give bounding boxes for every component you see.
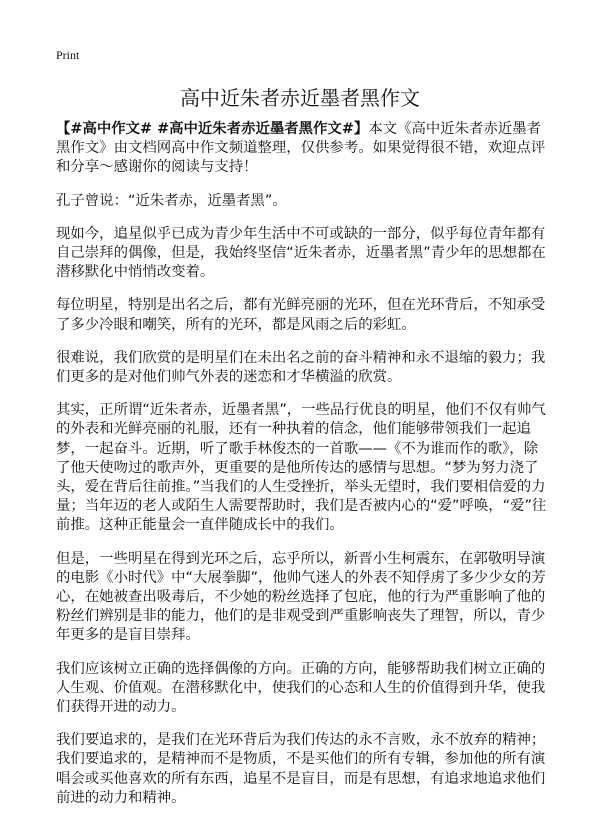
page-title: 高中近朱者赤近墨者黑作文	[180, 86, 420, 110]
intro-paragraph	[56, 120, 548, 178]
paragraph: 很难说，我们欣赏的是明星们在未出名之前的奋斗精神和永不退缩的毅力；我们更多的是对他们帅气外表的迷恋和才华横溢的欣赏。	[56, 349, 546, 386]
print-label: Print	[56, 48, 80, 62]
paragraph: 孔子曾说：“近朱者赤，近墨者黑”。	[56, 192, 287, 209]
document-body	[56, 120, 548, 822]
intro-text: 本文《高中近朱者赤近墨者黑作文》由文档网高中作文频道整理，仅供参考。如果觉得很不错，欢迎点评和分享～感谢你的阅读与支持！	[56, 121, 546, 176]
paragraph: 每位明星，特别是出名之后，都有光鲜亮丽的光环，但在光环背后，不知承受了多少冷眼和嘲笑，所有的光环，都是风雨之后的彩虹。	[56, 297, 546, 333]
paragraph: 但是，一些明星在得到光环之后，忘乎所以，新晋小生柯震东，在郭敬明导演的电影《小时代》中“大展拳脚”，他帅气迷人的外表不知俘虏了多少少女的芳心，在她被查出吸毒后，不少她的粉丝选择了包庇，他的行为严重影响了他的粉丝们辨别是非的能力，他们的是非观受到严重影响丧失了理智，所以，青少年更多的是盲目崇拜。	[56, 550, 546, 644]
paragraph: 我们要追求的，是我们在光环背后为我们传达的永不言败，永不放弃的精神；我们要追求的，是精神而不是物质，不是买他们的所有专辑，参加他的所有演唱会或买他喜欢的所有东西，追星不是盲目，而是有思想，有追求地追求他们前进的动力和精神。	[56, 732, 546, 806]
intro-tag: 【#高中作文# #高中近朱者赤近墨者黑作文#】	[56, 121, 369, 137]
paragraph: 现如今，追星似乎已成为青少年生活中不可或缺的一部分，似乎每位青年都有自己崇拜的偶像，但是，我始终坚信“近朱者赤，近墨者黑”青少年的思想都在潜移默化中悄悄改变着。	[56, 225, 546, 281]
paragraph: 我们应该树立正确的选择偶像的方向。正确的方向，能够帮助我们树立正确的人生观、价值观。在潜移默化中，使我们的心态和人生的价值得到升华，使我们获得开进的动力。	[56, 660, 546, 716]
paragraph: 其实，正所谓“近朱者赤，近墨者黑”，一些品行优良的明星，他们不仅有帅气的外表和光鲜亮丽的礼服，还有一种执着的信念，他们能够带领我们一起追梦，一起奋斗。近期，听了歌手林俊杰的一首歌——《不为谁而作的歌》，除了他天使吻过的歌声外，更重要的是他所传达的感情与思想。“梦为努力浇了头，爱在背后往前推。”当我们的人生受挫折，举头无望时，我们要相信爱的力量；当年迈的老人或陌生人需要帮助时，我们是否被内心的“爱”呼唤，“爱”往前推。这种正能量会一直伴随成长中的我们。	[56, 402, 547, 534]
